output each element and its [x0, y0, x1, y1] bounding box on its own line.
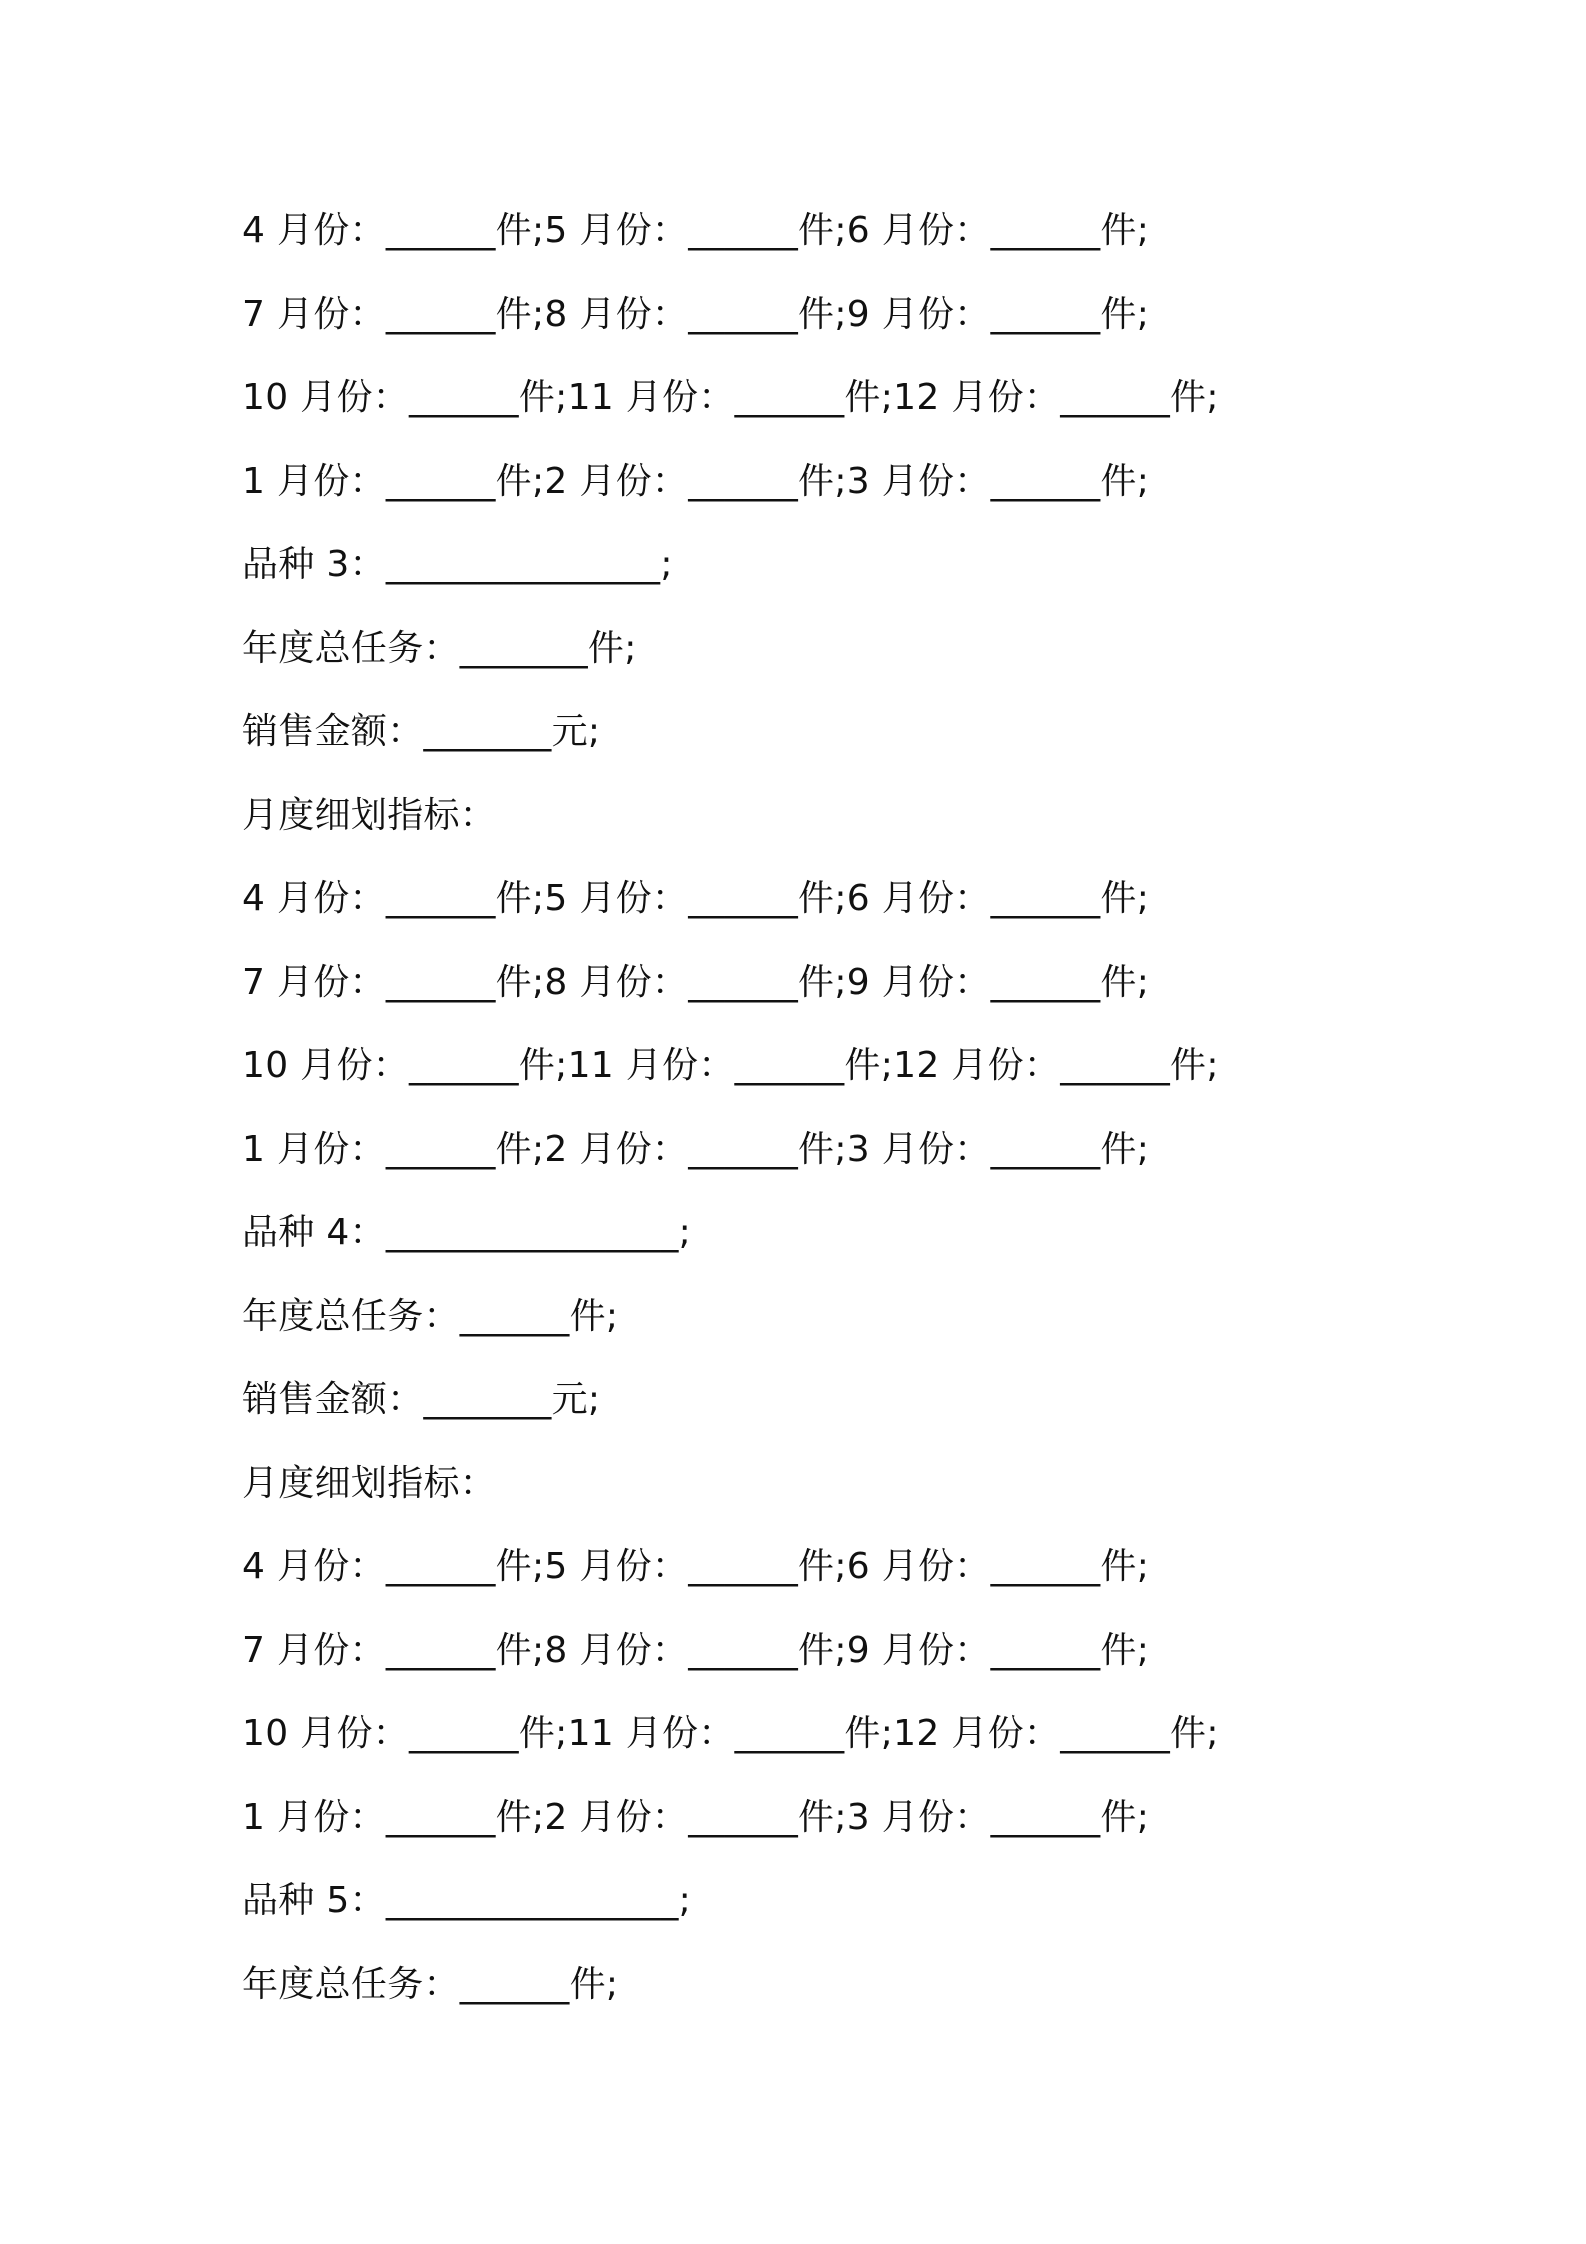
monthly-breakdown-heading: 月度细划指标： [242, 1462, 497, 1504]
monthly-target-line-apr-jun: 4 月份：______件;5 月份：______件;6 月份：______件; [242, 210, 1150, 251]
product-variety-line: 品种 5：________________; [242, 1880, 692, 1921]
monthly-target-line-apr-jun: 4 月份：______件;5 月份：______件;6 月份：______件; [242, 878, 1150, 919]
monthly-breakdown-heading: 月度细划指标： [242, 794, 497, 836]
document-body [242, 196, 1392, 2033]
monthly-target-line-apr-jun: 4 月份：______件;5 月份：______件;6 月份：______件; [242, 1546, 1150, 1587]
monthly-target-line-jan-mar: 1 月份：______件;2 月份：______件;3 月份：______件; [242, 1796, 1150, 1838]
annual-total-task-line: 年度总任务：______件; [242, 1295, 619, 1337]
monthly-target-line-jul-sep: 7 月份：______件;8 月份：______件;9 月份：______件; [242, 961, 1150, 1003]
monthly-target-line-jan-mar: 1 月份：______件;2 月份：______件;3 月份：______件; [242, 1128, 1150, 1170]
monthly-target-line-oct-dec: 10 月份：______件;11 月份：______件;12 月份：______件; [242, 1045, 1219, 1086]
annual-total-task-line: 年度总任务：______件; [242, 1963, 619, 2005]
monthly-target-line-oct-dec: 10 月份：______件;11 月份：______件;12 月份：______件; [242, 377, 1219, 418]
monthly-target-line-jan-mar: 1 月份：______件;2 月份：______件;3 月份：______件; [242, 460, 1150, 502]
product-variety-line: 品种 4：________________; [242, 1212, 692, 1253]
sales-amount-line: 销售金额：_______元; [242, 711, 601, 752]
sales-amount-line: 销售金额：_______元; [242, 1379, 601, 1420]
monthly-target-line-jul-sep: 7 月份：______件;8 月份：______件;9 月份：______件; [242, 1629, 1150, 1671]
monthly-target-line-oct-dec: 10 月份：______件;11 月份：______件;12 月份：______件; [242, 1713, 1219, 1754]
annual-total-task-line: 年度总任务：_______件; [242, 627, 637, 669]
product-variety-line: 品种 3：_______________; [242, 544, 673, 585]
monthly-target-line-jul-sep: 7 月份：______件;8 月份：______件;9 月份：______件; [242, 293, 1150, 335]
